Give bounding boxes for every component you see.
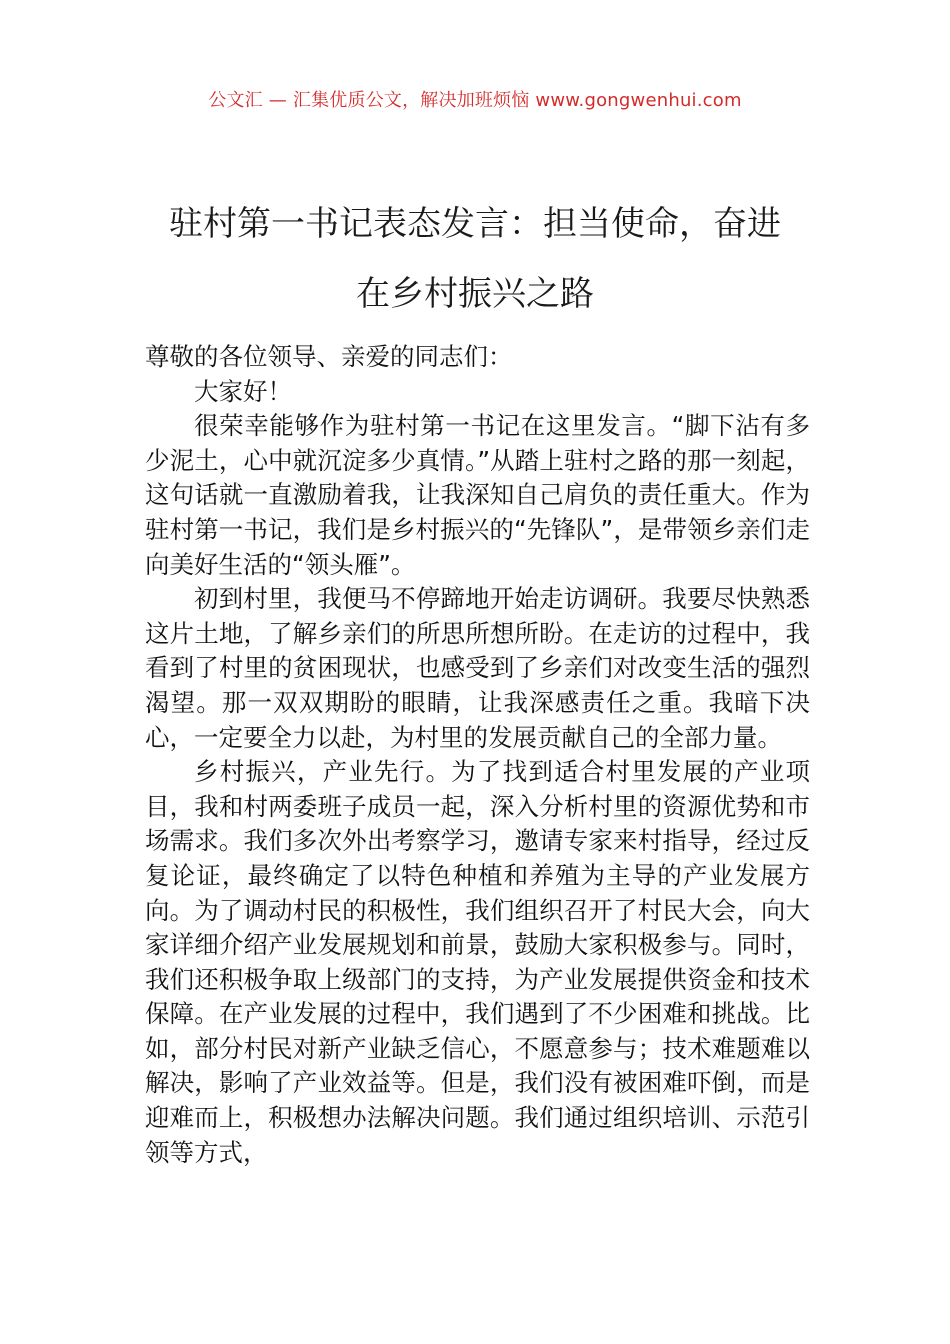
document-body (145, 340, 810, 1170)
site-header-banner: 公文汇 — 汇集优质公文，解决加班烦恼 www.gongwenhui.com (208, 90, 742, 111)
paragraph-industry: 乡村振兴，产业先行。为了找到适合村里发展的产业项目，我和村两委班子成员一起，深入分析村里的资源优势和市场需求。我们多次外出考察学习，邀请专家来村指导，经过反复论证，最终确定了以特色种植和养殖为主导的产业发展方向。为了调动村民的积极性，我们组织召开了村民大会，向大家详细介绍产业发展规划和前景，鼓励大家积极参与。同时，我们还积极争取上级部门的支持，为产业发展提供资金和技术保障。在产业发展的过程中，我们遇到了不少困难和挑战。比如，部分村民对新产业缺乏信心，不愿意参与；技术难题难以解决，影响了产业效益等。但是，我们没有被困难吓倒，而是迎难而上，积极想办法解决问题。我们通过组织培训、示范引领等方式， (145, 757, 810, 1167)
document-title-line-2: 在乡村振兴之路 (356, 273, 594, 314)
document-title-line-1: 驻村第一书记表态发言：担当使命，奋进 (169, 203, 781, 244)
paragraph-intro: 很荣幸能够作为驻村第一书记在这里发言。“脚下沾有多少泥土，心中就沉淀多少真情。”从踏上驻村之路的那一刻起，这句话就一直激励着我，让我深知自己肩负的责任重大。作为驻村第一书记，我们是乡村振兴的“先锋队”，是带领乡亲们走向美好生活的“领头雁”。 (145, 411, 810, 579)
paragraph-greeting: 大家好！ (194, 376, 292, 406)
salutation: 尊敬的各位领导、亲爱的同志们： (145, 342, 513, 371)
paragraph-research: 初到村里，我便马不停蹄地开始走访调研。我要尽快熟悉这片土地，了解乡亲们的所思所想所盼。在走访的过程中，我看到了村里的贫困现状，也感受到了乡亲们对改变生活的强烈渴望。那一双双期盼的眼睛，让我深感责任之重。我暗下决心，一定要全力以赴，为村里的发展贡献自己的全部力量。 (145, 584, 810, 752)
